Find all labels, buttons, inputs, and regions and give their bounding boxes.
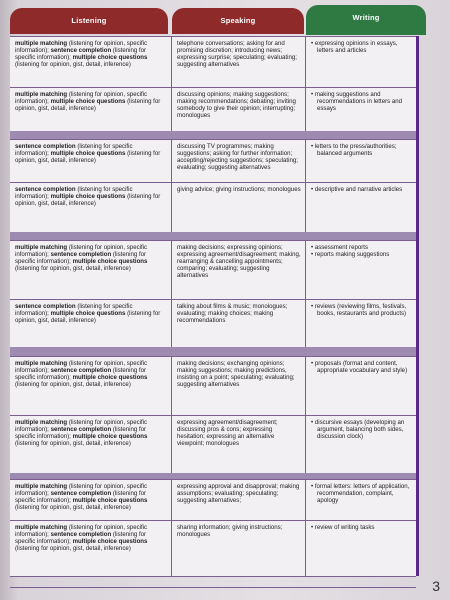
writing-bullet: • discursive essays (developing an argument, balancing both sides, discussion clock)	[311, 419, 412, 440]
listening-cell: multiple matching (listening for opinion, specific information); sentence completion (listening for specific information); multiple choice questions (listening for opinion, gist, detail, inference)	[10, 241, 172, 299]
writing-bullet: • reviews (reviewing films, festivals, books, restaurants and products)	[311, 303, 412, 317]
table-row	[10, 182, 416, 233]
unit-block	[10, 240, 416, 348]
speaking-cell: talking about films & music; monologues; evaluating; making choices; making recommendations	[172, 300, 306, 348]
speaking-cell: making decisions; expressing opinions; expressing agreement/disagreement; making, rearranging & cancelling appointments; comparing; evaluating; suggesting alternatives	[172, 241, 306, 299]
listening-cell: multiple matching (listening for opinion, specific information); multiple choice questions (listening for opinion, gist, detail, inference)	[10, 88, 172, 132]
writing-bullet: • descriptive and narrative articles	[311, 186, 412, 193]
writing-cell	[306, 300, 416, 348]
writing-bullet: • assessment reports	[311, 244, 412, 251]
listening-cell: sentence completion (listening for specific information); multiple choice questions (listening for opinion, gist, detail, inference)	[10, 300, 172, 348]
writing-bullet: • making suggestions and recommendations in letters and essays	[311, 91, 412, 112]
header-listening: Listening	[10, 8, 168, 34]
speaking-cell: making decisions; exchanging opinions; making suggestions; making predictions, insisting on a point; speculating; evaluating; suggesting alternatives	[172, 357, 306, 415]
writing-cell	[306, 357, 416, 415]
writing-bullet: • letters to the press/authorities; balanced arguments	[311, 143, 412, 157]
speaking-cell: expressing approval and disapproval; making assumptions; evaluating; speculating; suggesting alternatives;	[172, 480, 306, 520]
listening-cell: sentence completion (listening for specific information); multiple choice questions (listening for opinion, gist, detail, inference)	[10, 183, 172, 233]
table-row	[10, 415, 416, 474]
column-headers	[10, 8, 444, 36]
table-row	[10, 37, 416, 87]
unit-block	[10, 356, 416, 474]
writing-cell	[306, 37, 416, 87]
writing-cell	[306, 183, 416, 233]
writing-bullet: • formal letters: letters of application, recommendation, complaint, apology	[311, 483, 412, 504]
table-row	[10, 520, 416, 577]
writing-bullet: • reports making suggestions	[311, 251, 412, 258]
header-writing: Writing	[306, 5, 426, 35]
speaking-cell: giving advice; giving instructions; monologues	[172, 183, 306, 233]
writing-bullet: • proposals (format and content, appropriate vocabulary and style)	[311, 360, 412, 374]
writing-cell	[306, 480, 416, 520]
unit-divider-band	[10, 131, 416, 139]
listening-cell: multiple matching (listening for opinion, specific information); sentence completion (listening for specific information); multiple choice questions (listening for opinion, gist, detail, inference)	[10, 480, 172, 520]
table-row	[10, 87, 416, 132]
speaking-cell: discussing opinions; making suggestions; making recommendations; debating; inviting somebody to give their opinion; interrupting; monologues	[172, 88, 306, 132]
table-row	[10, 299, 416, 348]
listening-cell: multiple matching (listening for opinion, specific information); sentence completion (listening for specific information); multiple choice questions (listening for opinion, gist, detail, inference)	[10, 416, 172, 474]
unit-block	[10, 36, 416, 132]
speaking-cell: sharing information; giving instructions; monologues	[172, 521, 306, 577]
syllabus-table	[10, 36, 416, 576]
writing-cell	[306, 140, 416, 182]
bottom-rule	[10, 577, 416, 588]
table-row	[10, 140, 416, 182]
listening-cell: multiple matching (listening for opinion, specific information); sentence completion (listening for specific information); multiple choice questions (listening for opinion, gist, detail, inference)	[10, 521, 172, 577]
unit-block	[10, 139, 416, 233]
table-row	[10, 480, 416, 520]
writing-bullet: • review of writing tasks	[311, 524, 412, 531]
page-number: 3	[432, 578, 440, 594]
speaking-cell: telephone conversations; asking for and promising discretion; introducing news; expressing surprise; speculating; evaluating; suggesting alternatives	[172, 37, 306, 87]
listening-cell: multiple matching (listening for opinion, specific information); sentence completion (listening for specific information); multiple choice questions (listening for opinion, gist, detail, inference)	[10, 37, 172, 87]
writing-bullet: • expressing opinions in essays, letters and articles	[311, 40, 412, 54]
header-speaking: Speaking	[172, 8, 304, 34]
writing-cell	[306, 416, 416, 474]
table-row	[10, 241, 416, 299]
speaking-cell: expressing agreement/disagreement; discussing pros & cons; expressing hesitation; expressing an alternative viewpoint; monologues	[172, 416, 306, 474]
listening-cell: multiple matching (listening for opinion, specific information); sentence completion (listening for specific information); multiple choice questions (listening for opinion, gist, detail, inference)	[10, 357, 172, 415]
unit-divider-band	[10, 232, 416, 240]
writing-cell	[306, 241, 416, 299]
writing-cell	[306, 88, 416, 132]
speaking-cell: discussing TV programmes; making suggestions; asking for further information; accepting/rejecting suggestions; speculating; evaluating; suggesting alternatives	[172, 140, 306, 182]
listening-cell: sentence completion (listening for specific information); multiple choice questions (listening for opinion, gist, detail, inference)	[10, 140, 172, 182]
unit-block	[10, 479, 416, 577]
unit-divider-band	[10, 347, 416, 356]
table-row	[10, 357, 416, 415]
writing-cell	[306, 521, 416, 577]
